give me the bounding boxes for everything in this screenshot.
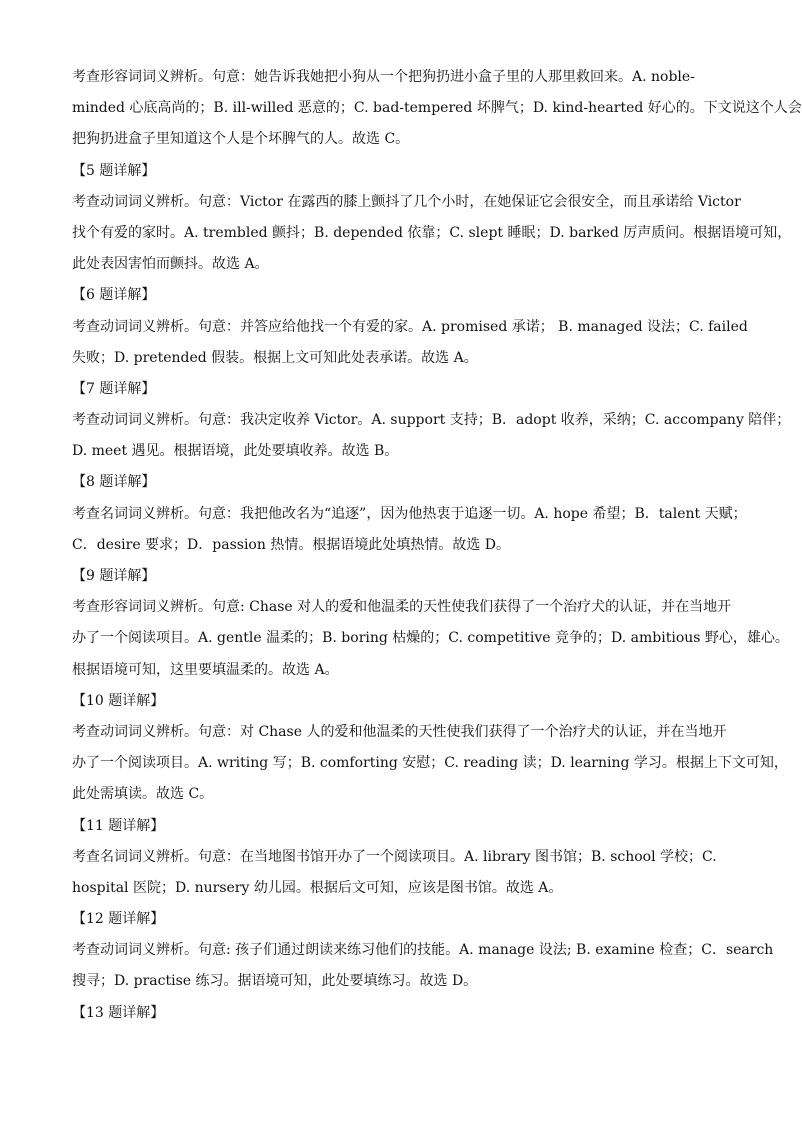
text-line: 此处需填读。故选 C。: [72, 786, 214, 803]
text-line: 根据语境可知，这里要填温柔的。故选 A。: [72, 661, 339, 678]
text-line: 办了一个阅读项目。A. gentle 温柔的；B. boring 枯燥的；C. competitive 竞争的；D. ambitious 野心，雄心。: [72, 630, 789, 647]
text-line: 把狗扔进盒子里知道这个人是个坏脾气的人。故选 C。: [72, 131, 410, 148]
text-line: minded 心底高尚的；B. ill-willed 恶意的；C. bad-tempered 坏脾气；D. kind-hearted 好心的。下文说这个人会: [72, 100, 802, 117]
block-4: [72, 312, 748, 374]
text-line: C．desire 要求；D．passion 热情。根据语境此处填热情。故选 D。: [72, 536, 510, 553]
text-line: 考查形容词词义辨析。句意：她告诉我她把小狗从一个把狗扔进小盒子里的人那里救回来。A. noble-: [72, 69, 695, 85]
text-line: 办了一个阅读项目。A. writing 写；B. comforting 安慰；C. reading 读；D. learning 学习。根据上下文可知，: [72, 755, 788, 772]
text-line: 考查动词词义辨析。句意：并答应给他找一个有爱的家。A. promised 承诺； B. managed 设法；C. failed: [72, 318, 748, 335]
section-heading-11: 【11 题详解】: [72, 817, 165, 834]
text-line: 考查动词词义辨析。句意：我决定收养 Victor。A. support 支持；B．adopt 收养，采纳；C. accompany 陪伴；: [72, 412, 791, 429]
section-heading-12: 【12 题详解】: [72, 911, 165, 928]
section-heading-7: 【7 题详解】: [72, 380, 156, 397]
block-10: [72, 592, 789, 686]
text-line: 考查动词词义辨析。句意：Victor 在露西的膝上颤抖了几个小时，在她保证它会很安全，而且承诺给 Victor: [72, 193, 741, 210]
block-14: [72, 842, 728, 904]
text-line: 考查动词词义辨析。句意：对 Chase 人的爱和他温柔的天性使我们获得了一个治疗犬的认证，并在当地开: [72, 723, 727, 740]
text-line: 找个有爱的家时。A. trembled 颤抖；B. depended 依靠；C. slept 睡眠；D. barked 厉声质问。根据语境可知，: [72, 224, 792, 241]
text-line: 考查名词词义辨析。句意：在当地图书馆开办了一个阅读项目。A. library 图书馆；B. school 学校；C.: [72, 848, 717, 865]
text-line: D. meet 遇见。根据语境，此处要填收养。故选 B。: [72, 443, 399, 460]
text-line: 此处表因害怕而颤抖。故选 A。: [72, 256, 269, 273]
block-2: [72, 187, 792, 281]
section-heading-8: 【8 题详解】: [72, 474, 156, 491]
section-heading-13: 【13 题详解】: [72, 1004, 165, 1021]
section-heading-10: 【10 题详解】: [72, 692, 165, 709]
block-8: [72, 499, 747, 561]
block-6: [72, 405, 791, 467]
text-line: 考查形容词词义辨析。句意: Chase 对人的爱和他温柔的天性使我们获得了一个治疗犬的认证，并在当地开: [72, 599, 732, 616]
text-line: 搜寻；D. practise 练习。据语境可知，此处要填练习。故选 D。: [72, 973, 478, 990]
block-0: [72, 62, 802, 156]
text-line: 考查名词词义辨析。句意：我把他改名为“追逐”，因为他热衷于追逐一切。A. hope 希望；B．talent 天赋；: [72, 505, 747, 522]
block-12: [72, 717, 788, 811]
section-heading-9: 【9 题详解】: [72, 568, 156, 584]
document-page: [72, 62, 802, 1029]
text-line: hospital 医院；D. nursery 幼儿园。根据后文可知，应该是图书馆。故选 A。: [72, 879, 563, 896]
text-line: 失败；D. pretended 假装。根据上文可知此处表承诺。故选 A。: [72, 349, 478, 366]
text-line: 考查动词词义辨析。句意: 孩子们通过朗读来练习他们的技能。A. manage 设法; B. examine 检查；C．search: [72, 942, 774, 959]
section-heading-5: 【5 题详解】: [72, 162, 156, 179]
section-heading-6: 【6 题详解】: [72, 287, 156, 304]
block-16: [72, 935, 774, 997]
